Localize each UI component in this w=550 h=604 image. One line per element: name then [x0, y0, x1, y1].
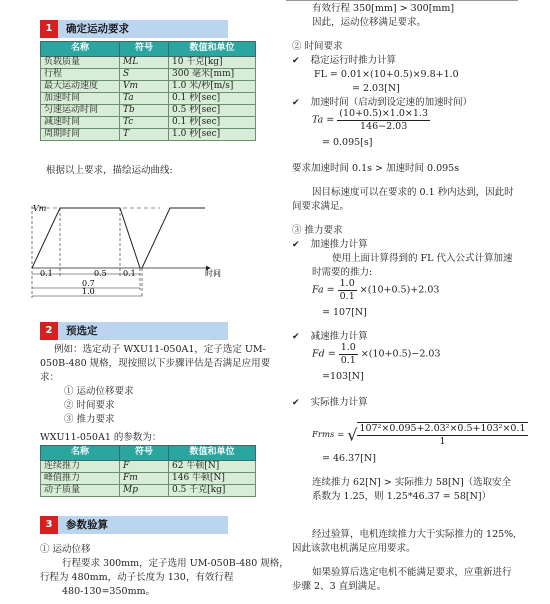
r-text: = 0.095[s] [322, 137, 373, 148]
vm-label: Vm [33, 204, 47, 213]
frms-denominator: 1 [439, 436, 446, 447]
r-text: = 46.37[N] [322, 453, 376, 464]
sec2-text-line: 求： [40, 372, 60, 383]
table2-header-name: 名称 [41, 446, 120, 461]
x-axis-label: 时间 [205, 269, 221, 278]
next-cycle-profile [142, 208, 205, 268]
table2-header-symbol: 符号 [120, 446, 169, 461]
r-text: 有效行程 350[mm] > 300[mm] [312, 3, 455, 14]
cell: 146 牛顿[N] [169, 473, 256, 485]
r-text: =103[N] [322, 371, 364, 382]
r-text: 加速时间（启动到设定速的加速时间） [310, 97, 473, 108]
checkmark-icon: ✔ [292, 56, 300, 66]
cell: S [120, 69, 169, 81]
table1-header-symbol: 符号 [120, 42, 169, 57]
ta-lhs: Ta = [312, 114, 335, 126]
fa-fraction [338, 278, 357, 303]
cell: 10 千克[kg] [169, 57, 256, 69]
r-text: 减速推力计算 [310, 331, 368, 342]
r-check-item [292, 396, 368, 410]
r-text: 实际推力计算 [310, 397, 368, 408]
fa-lhs: Fa = [312, 284, 335, 296]
fa-denominator: 0.1 [339, 291, 355, 302]
ta-formula [312, 108, 430, 133]
table-row [41, 69, 256, 81]
r-text: 经过验算，电机连续推力大于实际推力的 125%, [312, 529, 517, 540]
r-text: 间要求满足。 [292, 201, 350, 212]
r-text: 使用上面计算得到的 FL 代入公式计算加速 [332, 253, 513, 264]
cell: Vm [120, 81, 169, 93]
table2-header-value: 数值和单位 [169, 446, 256, 461]
r-check-item [292, 54, 396, 68]
cell: Tc [120, 117, 169, 129]
t1-label: 0.1 [40, 269, 53, 278]
table-row [41, 485, 256, 497]
table-row [41, 129, 256, 141]
total2-label: 1.0 [82, 287, 95, 296]
frms-lhs: Frms = [312, 429, 345, 440]
r-text: 步骤 2、3 直到满足。 [292, 581, 387, 592]
ta-denominator: 146−2.03 [360, 121, 408, 132]
cell: Ta [120, 93, 169, 105]
cell: Mp [120, 485, 169, 497]
cell: 0.1 秒[sec] [169, 93, 256, 105]
section-2-number: 2 [40, 322, 58, 340]
top-rule [286, 0, 518, 1]
sec3-text-line: 行程要求 300mm，定子选用 UM-050B-480 规格， [62, 558, 289, 569]
sec2-list-item: ① 运动位移要求 [64, 386, 134, 397]
r-text: 时需要的推力: [312, 267, 373, 278]
table1-header-name: 名称 [41, 42, 120, 57]
section-1-header [40, 20, 228, 38]
r-text: 因此该款电机满足应用要求。 [292, 543, 416, 554]
section-3-title: 参数验算 [66, 519, 108, 531]
cell: 行程 [41, 69, 120, 81]
r-text: 要求加速时间 0.1s > 加速时间 0.095s [292, 163, 460, 174]
table-row [41, 461, 256, 473]
t3-label: 0.1 [123, 269, 136, 278]
cell: 0.1 秒[sec] [169, 117, 256, 129]
sec2-text-line: 例如：选定动子 WXU11-050A1，定子选定 UM- [54, 344, 266, 355]
cell: T [120, 129, 169, 141]
section-1-title: 确定运动要求 [66, 23, 129, 35]
r-text: 稳定运行时推力计算 [310, 55, 397, 66]
cell: 300 毫米[mm] [169, 69, 256, 81]
cell: F [120, 461, 169, 473]
cell: 0.5 秒[sec] [169, 105, 256, 117]
checkmark-icon: ✔ [292, 398, 300, 408]
cell: 峰值推力 [41, 473, 120, 485]
r-text: = 107[N] [322, 307, 367, 318]
cell: ML [120, 57, 169, 69]
table-row [41, 473, 256, 485]
motion-curve-diagram [20, 186, 250, 306]
r-text: 如果验算后选定电机不能满足要求，应重新进行 [312, 567, 512, 578]
total1-label: 0.7 [82, 279, 95, 288]
checkmark-icon: ✔ [292, 98, 300, 108]
fd-formula [312, 342, 440, 367]
cell: 负载质量 [41, 57, 120, 69]
table-row [41, 93, 256, 105]
ta-numerator: (10+0.5)×1.0×1.3 [339, 108, 428, 119]
r-text: 连续推力 62[N] > 实际推力 58[N]（选取安全 [312, 477, 512, 488]
cell: 周期时间 [41, 129, 120, 141]
cell: 匀速运动时间 [41, 105, 120, 117]
frms-formula [312, 422, 528, 448]
checkmark-icon: ✔ [292, 332, 300, 342]
fd-lhs: Fd = [312, 348, 336, 360]
table-row [41, 81, 256, 93]
cell: 62 牛顿[N] [169, 461, 256, 473]
sec2-list-item: ② 时间要求 [64, 400, 115, 411]
section-2-title: 预选定 [66, 325, 98, 337]
fd-numerator: 1.0 [340, 342, 356, 353]
section-3-number: 3 [40, 516, 58, 534]
motion-requirements-table [40, 41, 256, 141]
fa-formula [312, 278, 439, 303]
sec3-text-line: 480-130=350mm。 [62, 586, 156, 597]
cell: 1.0 秒[sec] [169, 129, 256, 141]
motor-parameters-table [40, 445, 256, 497]
ta-fraction [337, 108, 430, 133]
section-1-number: 1 [40, 20, 58, 38]
fa-numerator: 1.0 [339, 278, 355, 289]
fa-rest: ×(10+0.5)+2.03 [359, 284, 440, 296]
table1-header-value: 数值和单位 [169, 42, 256, 57]
trapezoid-profile [32, 208, 140, 268]
r-subheading: ③ 推力要求 [292, 225, 343, 236]
table-row [41, 105, 256, 117]
table-row [41, 117, 256, 129]
sec2-list-item: ③ 推力要求 [64, 414, 115, 425]
r-subheading: ② 时间要求 [292, 41, 343, 52]
cell: 1.0 米/秒[m/s] [169, 81, 256, 93]
r-text: 加速推力计算 [310, 239, 368, 250]
section-2-header [40, 322, 228, 340]
cell: 减速时间 [41, 117, 120, 129]
section-3-header [40, 516, 228, 534]
cell: 最大运动速度 [41, 81, 120, 93]
sqrt-icon: √ [347, 425, 358, 445]
frms-fraction [357, 422, 527, 448]
r-formula: FL = 0.01×(10+0.5)×9.8+1.0 [314, 69, 459, 80]
cell: Tb [120, 105, 169, 117]
r-text: 因此，运动位移满足要求。 [312, 17, 427, 28]
table-row [41, 57, 256, 69]
r-text: 因目标速度可以在要求的 0.1 秒内达到，因此时 [312, 187, 514, 198]
cell: Fm [120, 473, 169, 485]
fd-fraction [339, 342, 358, 367]
table2-caption: WXU11-050A1 的参数为： [40, 432, 162, 443]
r-check-item [292, 238, 368, 252]
fd-rest: ×(10+0.5)−2.03 [360, 348, 441, 360]
frms-numerator: 107²×0.095+2.03²×0.5+103²×0.1 [359, 423, 526, 434]
sec3-subheading: ① 运动位移 [40, 544, 91, 555]
cell: 动子质量 [41, 485, 120, 497]
curve-intro: 根据以上要求，描绘运动曲线: [46, 165, 173, 176]
t2-label: 0.5 [94, 269, 107, 278]
sec2-text-line: 050B-480 规格，现按照以下步骤评估是否满足应用要 [40, 358, 271, 369]
r-text: 系数为 1.25，则 1.25*46.37 = 58[N]） [312, 491, 492, 502]
fd-denominator: 0.1 [340, 355, 356, 366]
checkmark-icon: ✔ [292, 240, 300, 250]
cell: 0.5 千克[kg] [169, 485, 256, 497]
sec3-text-line: 行程为 480mm，动子长度为 130，有效行程 [40, 572, 234, 583]
cell: 加速时间 [41, 93, 120, 105]
cell: 连续推力 [41, 461, 120, 473]
r-text: = 2.03[N] [352, 83, 400, 94]
